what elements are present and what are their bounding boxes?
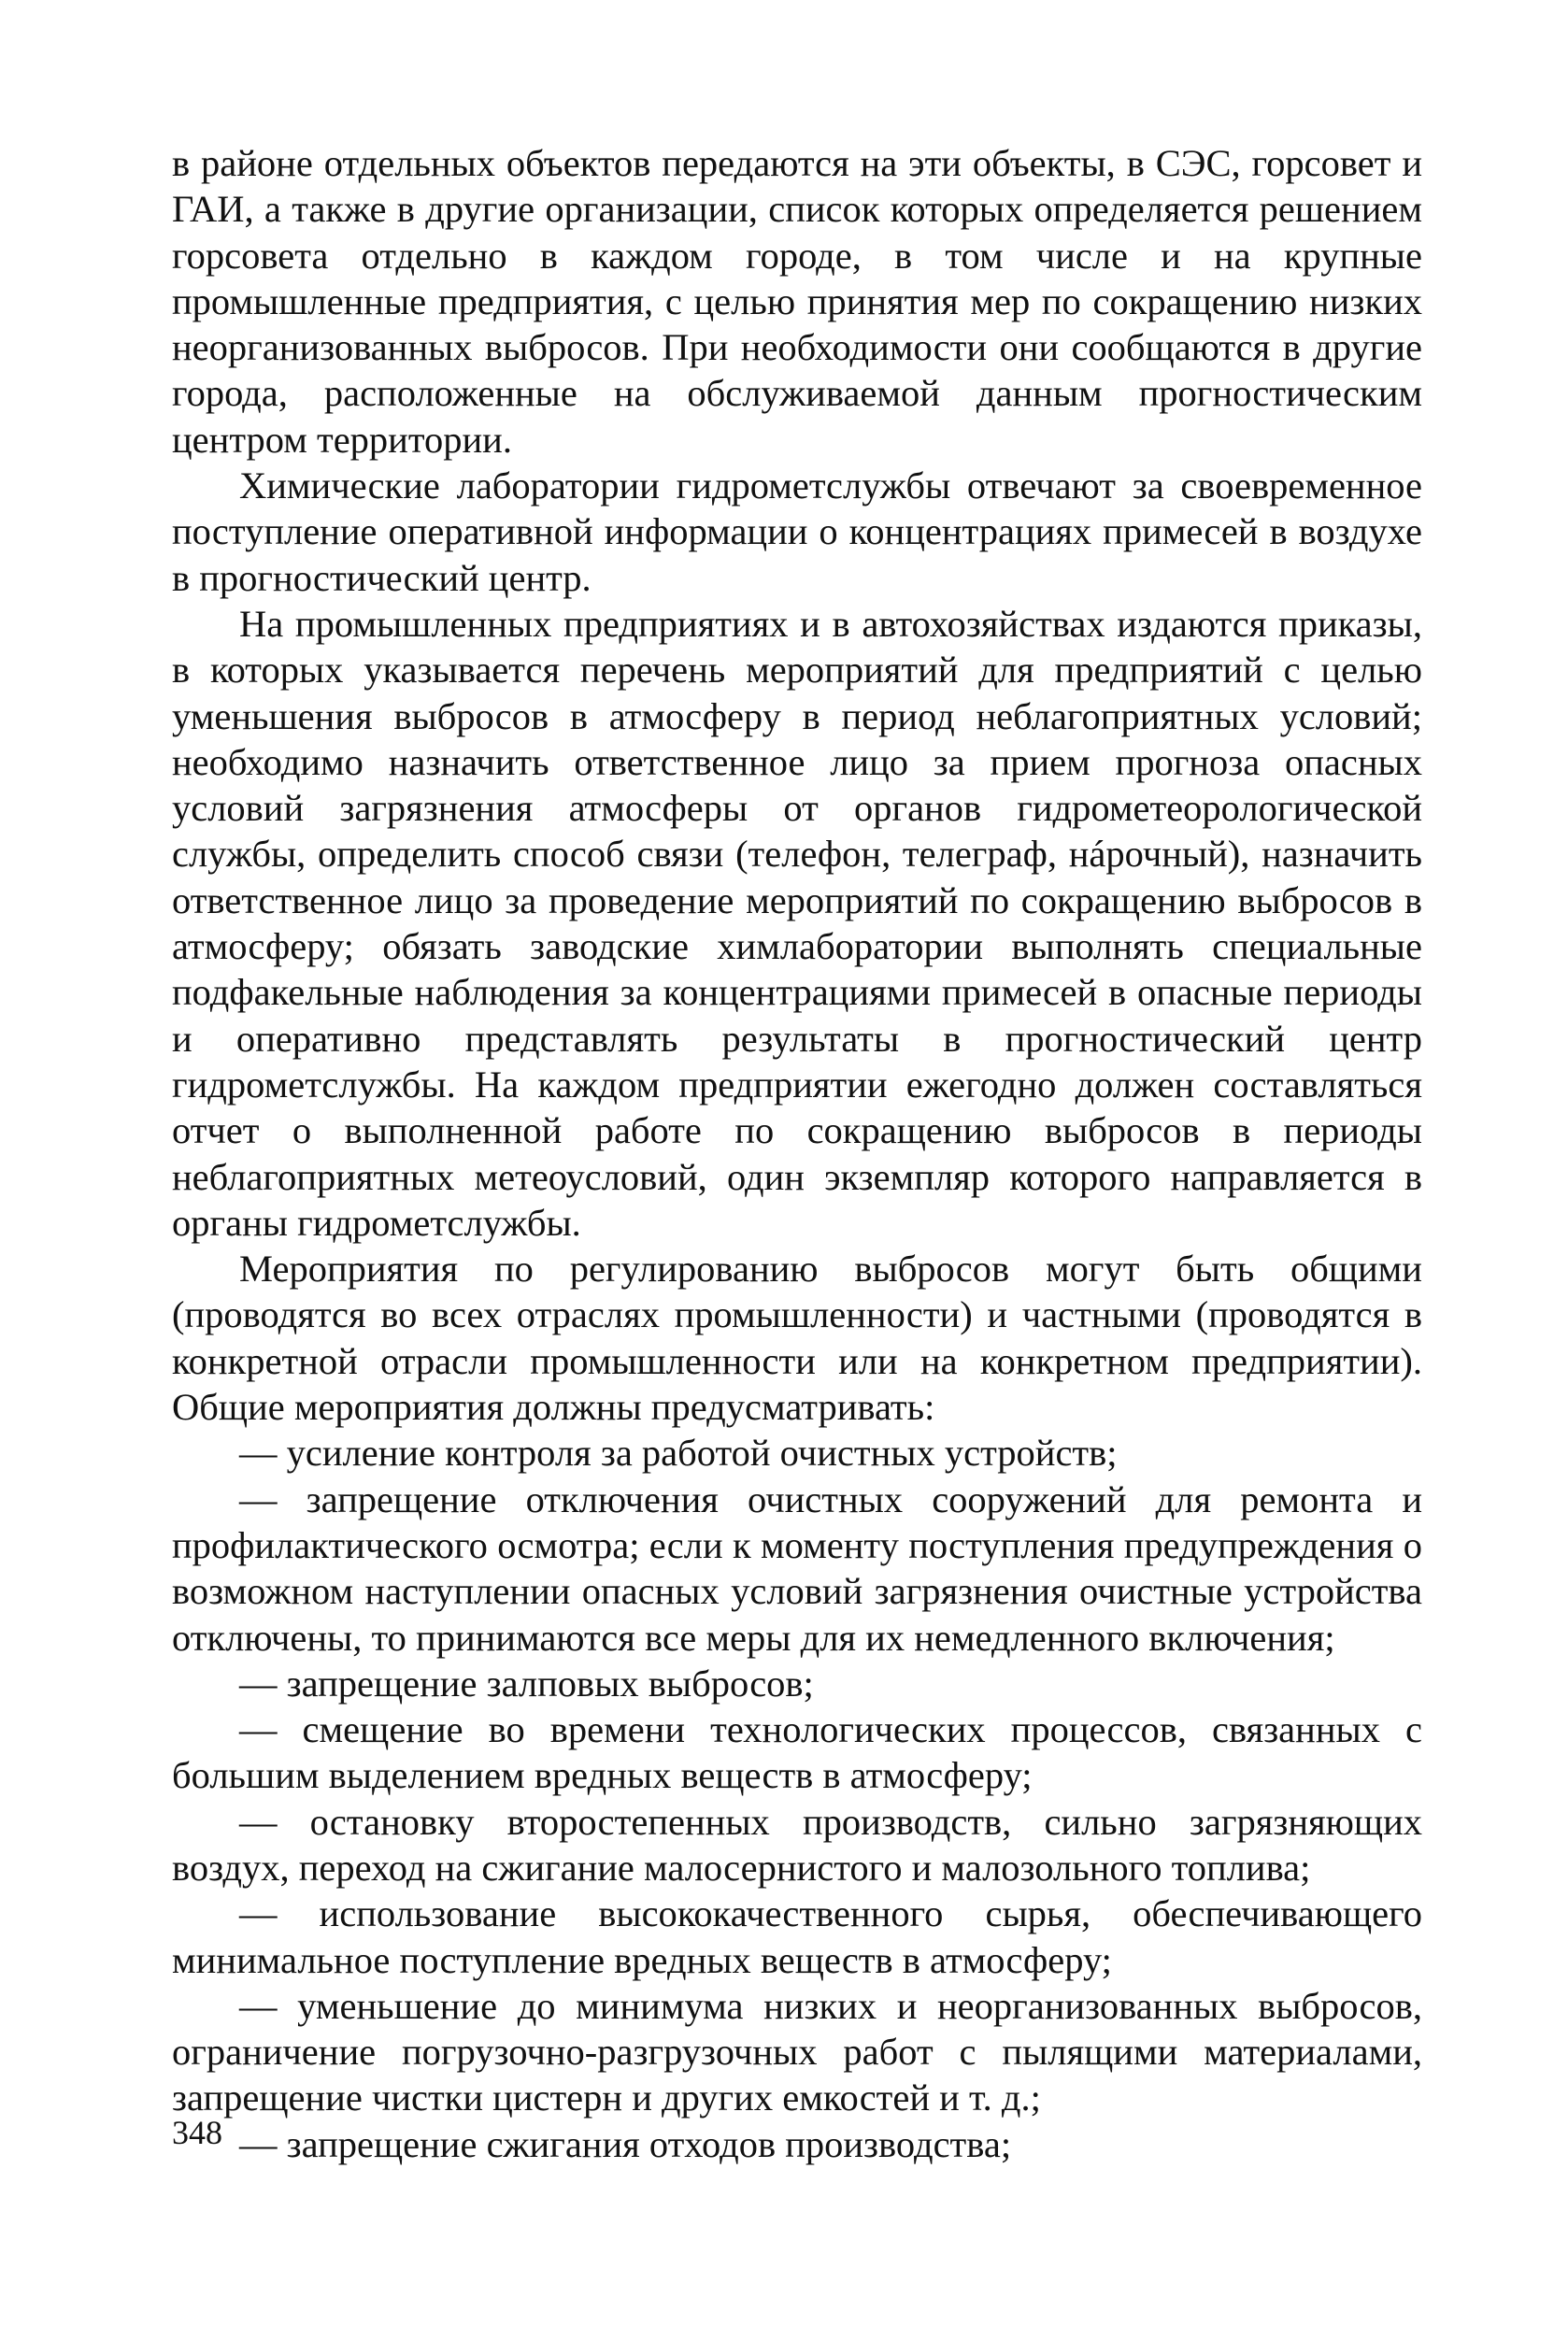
paragraph-continuation: в районе отдельных объектов передаются на эти объекты, в СЭС, горсовет и ГАИ, а также в другие организации, список которых определяется решением горсовета отдельно в каждом городе, в том числе и на крупные промышленные предприятия, с целью принятия мер по сокращению низких неорганизованных выбросов. При необходимости они сообщаются в другие города, расположенные на обслуживаемой данным прогностическим центром территории. [172, 142, 1422, 461]
list-item-quality-raw: — использование высококачественного сырья, обеспечивающего минимальное поступление вредных веществ в атмосферу; [172, 1892, 1422, 1981]
list-item-reduce-low: — уменьшение до минимума низких и неорганизованных выбросов, ограничение погрузочно-разгрузочных работ с пылящими материалами, запрещение чистки цистерн и других емкостей и т. д.; [172, 1984, 1422, 2119]
list-item-control: — усиление контроля за работой очистных устройств; [239, 1432, 1118, 1475]
paragraph-general-measures: Мероприятия по регулированию выбросов могут быть общими (проводятся во всех отраслях промышленности) и частными (проводятся в конкретной отрасли промышленности или на конкретном предприятии). Общие мероприятия должны предусматривать: [172, 1248, 1422, 1429]
body-text [172, 140, 1422, 2167]
paragraph-enterprise-orders: На промышленных предприятиях и в автохозяйствах издаются приказы, в которых указывается перечень мероприятий для предприятий с целью уменьшения выбросов в атмосферу в период неблагоприятных условий; необходимо назначить ответственное лицо за прием прогноза опасных условий загрязнения атмосферы от органов гидрометеорологической службы, определить способ связи (телефон, телеграф, нáрочный), назначить ответственное лицо за проведение мероприятий по сокращению выбросов в атмосферу; обязать заводские химлаборатории выполнять специальные подфакельные наблюдения за концентрациями примесей в опасные периоды и оперативно представлять результаты в прогностический центр гидрометслужбы. На каждом предприятии ежегодно должен составляться отчет о выполненной работе по сокращению выбросов в периоды неблагоприятных метеоусловий, один экземпляр которого направляется в органы гидрометслужбы. [172, 602, 1422, 1244]
list-item-stop-secondary: — остановку второстепенных производств, сильно загрязняющих воздух, переход на сжигание малосернистого и малозольного топлива; [172, 1800, 1422, 1889]
list-item-no-shutdown: — запрещение отключения очистных сооружений для ремонта и профилактического осмотра; если к моменту поступления предупреждения о возможном наступлении опасных условий загрязнения очистные устройства отключены, то принимаются все меры для их немедленного включения; [172, 1477, 1422, 1659]
list-item-time-shift: — смещение во времени технологических процессов, связанных с большим выделением вредных веществ в атмосферу; [172, 1708, 1422, 1797]
paragraph-chemical-labs: Химические лаборатории гидрометслужбы отвечают за своевременное поступление оперативной информации о концентрациях примесей в воздухе в прогностический центр. [172, 464, 1422, 599]
list-item-no-salvo: — запрещение залповых выбросов; [239, 1662, 814, 1705]
page-number: 348 [172, 2114, 222, 2151]
list-item-no-burning: — запрещение сжигания отходов производства; [239, 2122, 1012, 2165]
